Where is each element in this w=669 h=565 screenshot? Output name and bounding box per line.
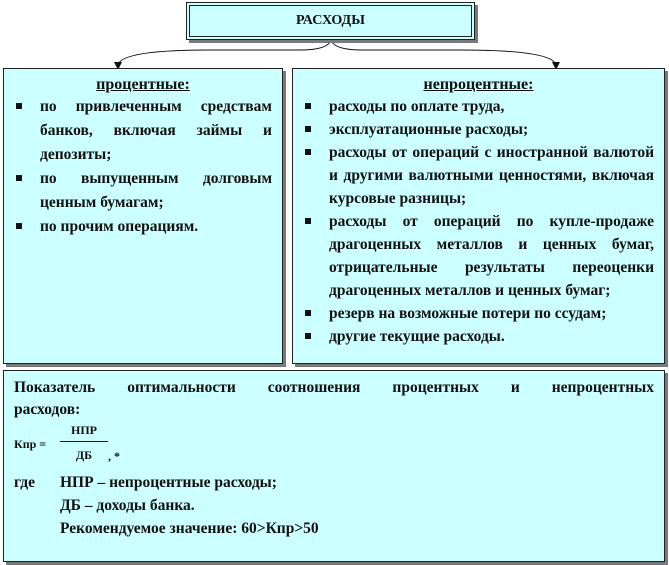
- formula-fraction: [60, 423, 108, 463]
- interest-heading: процентные:: [96, 76, 190, 93]
- bullet-icon: [305, 103, 311, 109]
- noninterest-expenses-box: [292, 68, 665, 364]
- formula: [14, 423, 654, 471]
- bullet-icon: [16, 175, 22, 181]
- formula-denominator: ДБ: [75, 448, 93, 462]
- bullet-icon: [305, 149, 311, 155]
- recommended-value: Рекомендуемое значение: 60>Кпр>50: [60, 520, 319, 537]
- interest-expenses-box: [3, 68, 283, 364]
- list-item: расходы по оплате труда,: [303, 95, 654, 118]
- bullet-icon: [16, 223, 22, 229]
- formula-lhs: Кпр =: [14, 437, 47, 451]
- bullet-icon: [16, 103, 22, 109]
- indicator-text-line1: Показатель оптимальности соотношения процентных и непроцентных: [14, 379, 654, 396]
- noninterest-heading: непроцентные:: [423, 76, 534, 93]
- formula-tail: , *: [108, 449, 120, 463]
- list-item: по привлеченным средствам банков, включая займы и депозиты;: [14, 95, 272, 167]
- bullet-icon: [305, 310, 311, 316]
- list-item: по прочим операциям.: [14, 215, 272, 239]
- definition-npr: НПР – непроцентные расходы;: [60, 474, 277, 491]
- list-item: расходы от операций по купле-продаже драгоценных металлов и ценных бумаг, отрицательные результаты переоценки драгоценных металлов и ценных бумаг;: [303, 210, 654, 302]
- list-item: другие текущие расходы.: [303, 325, 654, 348]
- list-item: резерв на возможные потери по ссудам;: [303, 302, 654, 325]
- indicator-text-line2: расходов:: [14, 401, 81, 418]
- where-label: где: [14, 474, 35, 491]
- definition-db: ДБ – доходы банка.: [60, 497, 195, 514]
- indicator-box: [3, 370, 665, 562]
- noninterest-list: [303, 95, 654, 348]
- formula-numerator: НПР: [60, 423, 108, 442]
- title-box: [186, 2, 475, 40]
- title-label: РАСХОДЫ: [296, 13, 365, 28]
- list-item: расходы от операций с иностранной валютой и другими валютными ценностями, включая курсовые разницы;: [303, 141, 654, 210]
- definition-row: [14, 494, 654, 517]
- definition-row: [14, 517, 654, 540]
- bullet-icon: [305, 333, 311, 339]
- bullet-icon: [305, 126, 311, 132]
- bullet-icon: [305, 218, 311, 224]
- list-item: эксплуатационные расходы;: [303, 118, 654, 141]
- interest-list: [14, 95, 272, 239]
- list-item: по выпущенным долговым ценным бумагам;: [14, 167, 272, 215]
- definition-row: [14, 471, 654, 494]
